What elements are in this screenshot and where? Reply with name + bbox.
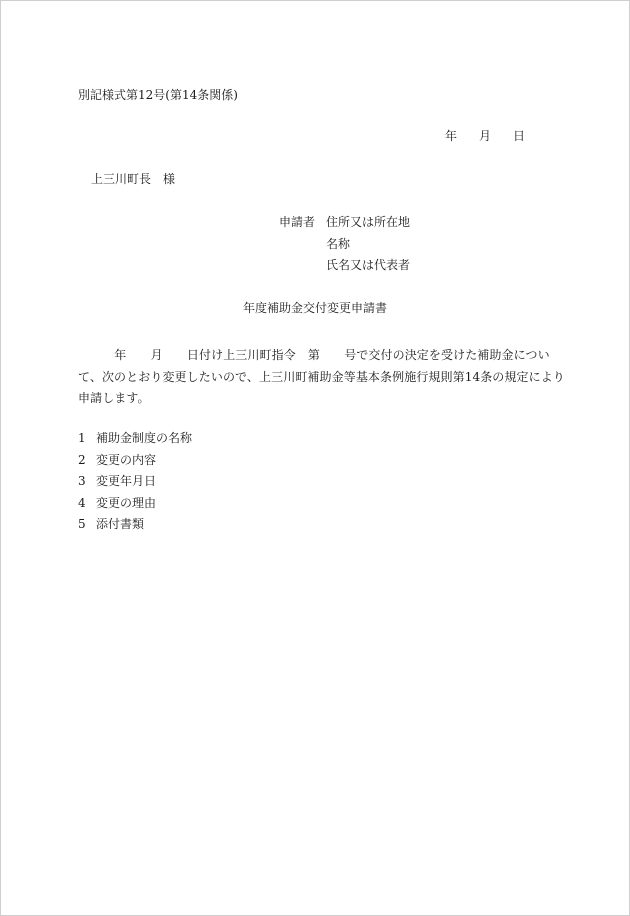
- body-line-3: 申請します。: [78, 391, 150, 405]
- item-list: [78, 432, 192, 540]
- body-line-2: て、次のとおり変更したいので、上三川町補助金等基本条例施行規則第14条の規定により: [78, 369, 565, 384]
- item-number: 2: [78, 452, 86, 467]
- addressee-honorific: 様: [163, 172, 176, 186]
- item-label: 補助金制度の名称: [96, 431, 193, 445]
- applicant-label: 申請者: [279, 215, 316, 229]
- list-item: [78, 518, 192, 540]
- applicant-address-label: 住所又は所在地: [326, 215, 411, 229]
- item-label: 添付書類: [96, 517, 145, 531]
- item-label: 変更年月日: [96, 474, 157, 488]
- document-title: 年度補助金交付変更申請書: [243, 301, 388, 315]
- addressee-name: 上三川町長: [91, 172, 152, 186]
- date-day-label: 日: [513, 129, 526, 143]
- date-line: [445, 130, 525, 142]
- list-item: [78, 432, 192, 454]
- applicant-representative-row: [279, 259, 410, 271]
- addressee: [91, 173, 175, 185]
- applicant-address-row: [279, 216, 410, 228]
- applicant-name-row: [279, 238, 350, 250]
- item-number: 4: [78, 495, 86, 510]
- item-label: 変更の理由: [96, 495, 157, 510]
- applicant-representative-label: 氏名又は代表者: [326, 258, 411, 272]
- body-paragraph: [78, 345, 565, 410]
- applicant-org-name-label: 名称: [326, 237, 351, 251]
- item-number: 5: [78, 517, 86, 531]
- item-label: 変更の内容: [96, 452, 157, 467]
- list-item: [78, 454, 192, 476]
- form-number: 別記様式第12号(第14条関係): [78, 88, 238, 102]
- item-number: 1: [78, 431, 86, 445]
- list-item: [78, 497, 192, 519]
- date-year-label: 年: [445, 129, 458, 143]
- body-line-1: 年 月 日付け上三川町指令 第 号で交付の決定を受けた補助金につい: [78, 348, 550, 362]
- list-item: [78, 475, 192, 497]
- date-month-label: 月: [479, 129, 492, 143]
- item-number: 3: [78, 474, 86, 488]
